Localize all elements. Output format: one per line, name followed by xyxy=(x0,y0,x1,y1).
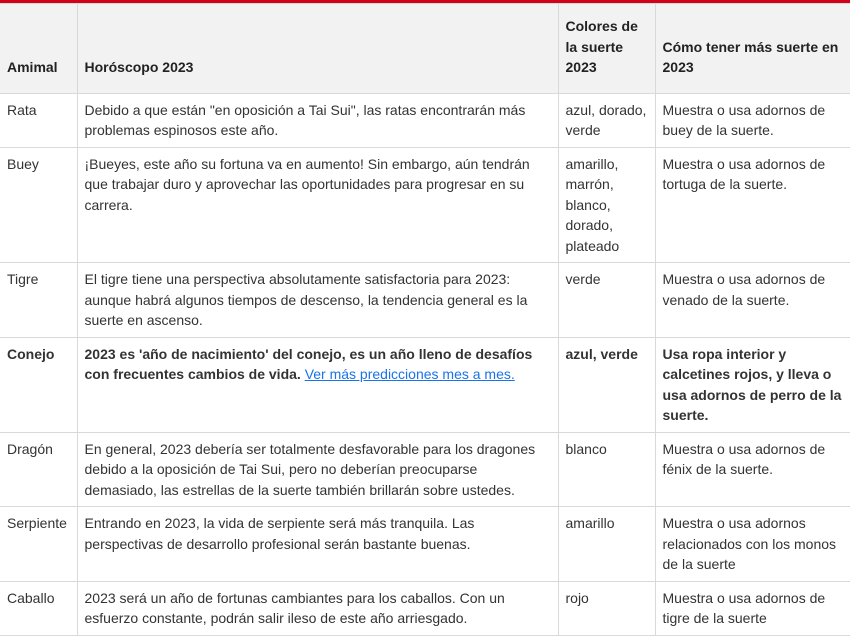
cell-colors: amarillo xyxy=(558,507,655,582)
cell-animal: Rata xyxy=(0,93,77,147)
header-lucky-colors: Colores de la suerte 2023 xyxy=(558,4,655,94)
cell-horoscope: En general, 2023 debería ser totalmente desfavorable para los dragones debido a la oposición de Tai Sui, pero no deberían preocuparse demasiado, las estrellas de la suerte también brillarán sobre ustedes. xyxy=(77,432,558,507)
header-how-to-be-lucky: Cómo tener más suerte en 2023 xyxy=(655,4,850,94)
cell-animal: Serpiente xyxy=(0,507,77,582)
cell-animal: Caballo xyxy=(0,581,77,635)
cell-horoscope: Debido a que están "en oposición a Tai Sui", las ratas encontrarán más problemas espinosos este año. xyxy=(77,93,558,147)
table-row-serpiente xyxy=(0,507,850,582)
horoscope-table xyxy=(0,3,850,636)
cell-luck: Muestra o usa adornos de tortuga de la suerte. xyxy=(655,147,850,263)
table-row-caballo xyxy=(0,581,850,635)
table-row-dragon xyxy=(0,432,850,507)
table-row-buey xyxy=(0,147,850,263)
cell-colors: azul, verde xyxy=(558,337,655,432)
cell-luck: Muestra o usa adornos de tigre de la suerte xyxy=(655,581,850,635)
more-predictions-link[interactable]: Ver más predicciones mes a mes. xyxy=(304,366,515,382)
table-row-rata xyxy=(0,93,850,147)
cell-luck: Muestra o usa adornos de fénix de la suerte. xyxy=(655,432,850,507)
cell-luck: Muestra o usa adornos de venado de la suerte. xyxy=(655,263,850,338)
cell-animal: Dragón xyxy=(0,432,77,507)
cell-colors: verde xyxy=(558,263,655,338)
cell-animal: Conejo xyxy=(0,337,77,432)
cell-colors: rojo xyxy=(558,581,655,635)
cell-horoscope: Entrando en 2023, la vida de serpiente será más tranquila. Las perspectivas de desarrollo profesional serán bastante buenas. xyxy=(77,507,558,582)
cell-colors: azul, dorado, verde xyxy=(558,93,655,147)
header-horoscope: Horóscopo 2023 xyxy=(77,4,558,94)
cell-luck: Usa ropa interior y calcetines rojos, y lleva o usa adornos de perro de la suerte. xyxy=(655,337,850,432)
table-header-row xyxy=(0,4,850,94)
cell-colors: blanco xyxy=(558,432,655,507)
cell-animal: Tigre xyxy=(0,263,77,338)
cell-luck: Muestra o usa adornos relacionados con los monos de la suerte xyxy=(655,507,850,582)
cell-colors: amarillo, marrón, blanco, dorado, plateado xyxy=(558,147,655,263)
cell-horoscope xyxy=(77,337,558,432)
cell-horoscope: El tigre tiene una perspectiva absolutamente satisfactoria para 2023: aunque habrá algunos tiempos de descenso, la tendencia general es la suerte en ascenso. xyxy=(77,263,558,338)
cell-luck: Muestra o usa adornos de buey de la suerte. xyxy=(655,93,850,147)
cell-animal: Buey xyxy=(0,147,77,263)
header-animal: Amimal xyxy=(0,4,77,94)
cell-horoscope: ¡Bueyes, este año su fortuna va en aumento! Sin embargo, aún tendrán que trabajar duro y aprovechar las oportunidades para progresar en su carrera. xyxy=(77,147,558,263)
cell-horoscope: 2023 será un año de fortunas cambiantes para los caballos. Con un esfuerzo constante, podrán salir ileso de este año arriesgado. xyxy=(77,581,558,635)
cell-horoscope-text: 2023 es 'año de nacimiento' del conejo, es un año lleno de desafíos con frecuentes cambios de vida. xyxy=(84,345,533,382)
table-row-tigre xyxy=(0,263,850,338)
table-row-conejo xyxy=(0,337,850,432)
